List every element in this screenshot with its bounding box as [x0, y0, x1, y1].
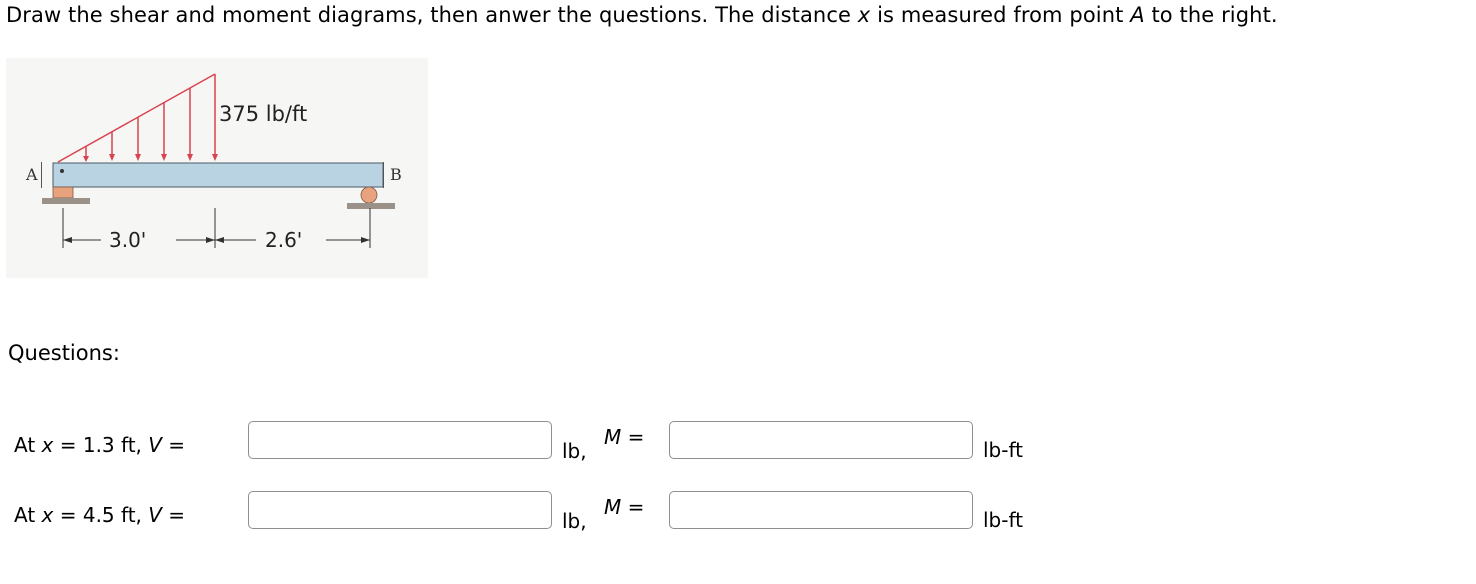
question-row-2 — [0, 491, 1476, 541]
load-label: 375 lb/ft — [219, 102, 308, 126]
shear-answer-input-2[interactable] — [248, 491, 552, 529]
support-b-label: B — [390, 165, 402, 184]
moment-unit-2: lb-ft — [983, 508, 1023, 532]
shear-unit-1: lb, — [562, 439, 587, 463]
q2-prefix: At — [14, 503, 42, 527]
beam-figure — [6, 58, 428, 278]
q2-var-v: V — [148, 503, 162, 527]
dimension-left-label: 3.0' — [109, 228, 147, 252]
q2-var-x: x — [41, 503, 54, 527]
problem-instruction — [6, 3, 1278, 27]
moment-unit-1: lb-ft — [983, 438, 1023, 462]
ground-a — [42, 198, 90, 204]
q2-x-value: = 4.5 ft, — [53, 503, 149, 527]
questions-heading: Questions: — [8, 341, 120, 365]
ground-b — [347, 203, 395, 209]
q1-m-equals: = — [621, 425, 645, 449]
moment-answer-input-1[interactable] — [669, 421, 973, 459]
q1-prefix: At — [14, 433, 42, 457]
support-a-label: A — [26, 165, 38, 184]
q1-var-m: M — [604, 425, 622, 449]
beam — [53, 163, 383, 187]
shear-answer-input-1[interactable] — [248, 421, 552, 459]
question-row-1 — [0, 421, 1476, 471]
question-1-label — [14, 433, 185, 457]
variable-x: x — [857, 3, 871, 27]
q1-x-value: = 1.3 ft, — [53, 433, 149, 457]
support-a — [53, 187, 73, 198]
q1-var-x: x — [41, 433, 54, 457]
q2-m-equals: = — [621, 495, 645, 519]
instruction-text-middle: is measured from point — [870, 3, 1131, 27]
pin-icon — [60, 169, 64, 173]
q2-equals: = — [161, 503, 186, 527]
instruction-text: Draw the shear and moment diagrams, then anwer the questions. The distance — [6, 3, 858, 27]
q1-equals: = — [161, 433, 186, 457]
moment-answer-input-2[interactable] — [669, 491, 973, 529]
dimension-right-label: 2.6' — [265, 228, 303, 252]
roller-b — [361, 187, 377, 203]
moment-label-1 — [604, 425, 644, 449]
variable-a: A — [1130, 3, 1145, 27]
instruction-text-end: to the right. — [1144, 3, 1278, 27]
moment-label-2 — [604, 495, 644, 519]
q1-var-v: V — [148, 433, 162, 457]
shear-unit-2: lb, — [562, 509, 587, 533]
question-2-label — [14, 503, 185, 527]
q2-var-m: M — [604, 495, 622, 519]
